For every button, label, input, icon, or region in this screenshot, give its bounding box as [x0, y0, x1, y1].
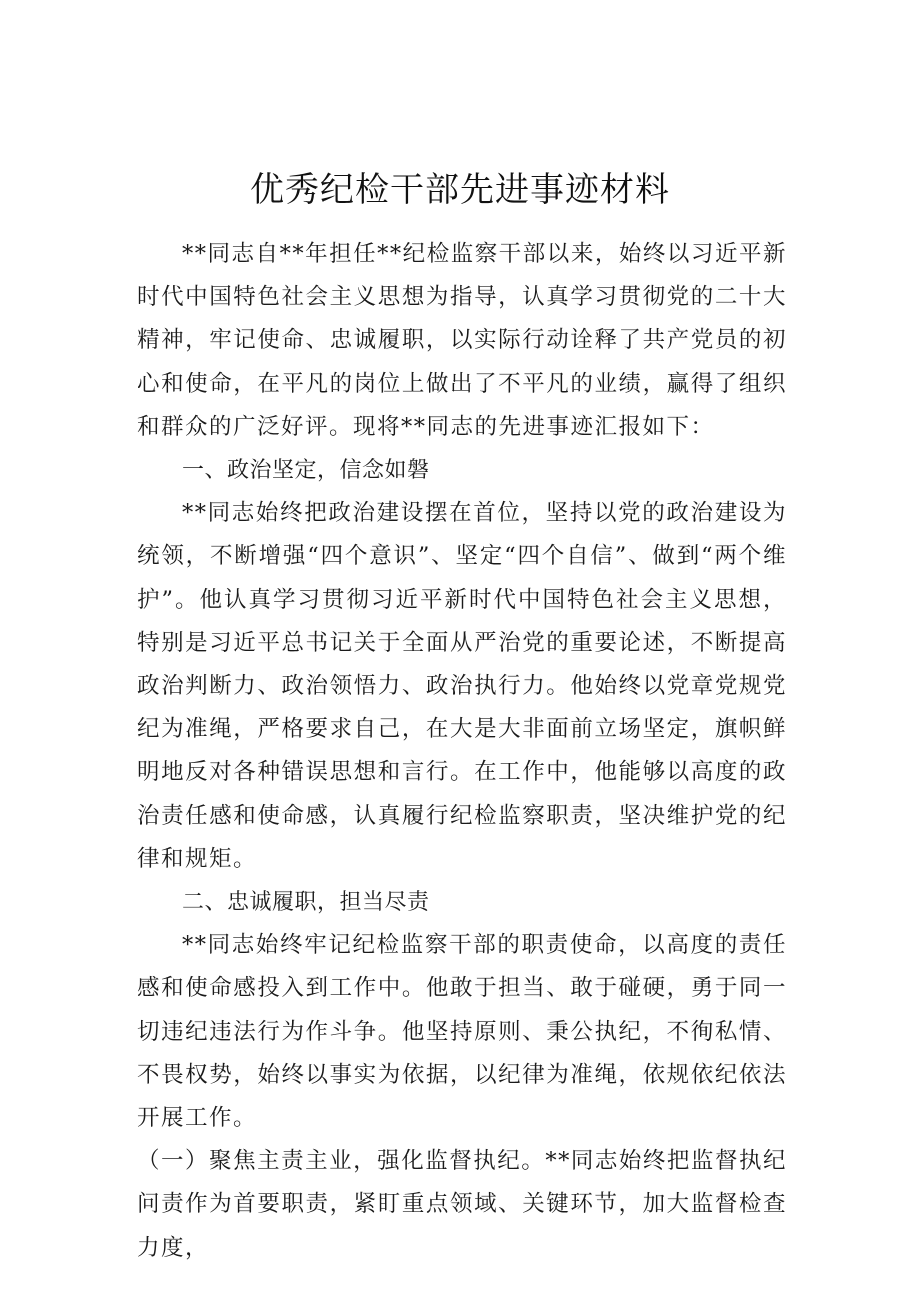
- document-title: 优秀纪检干部先进事迹材料: [250, 170, 670, 210]
- document-body: [137, 233, 787, 1270]
- intro-paragraph: **同志自**年担任**纪检监察干部以来，始终以习近平新时代中国特色社会主义思想为指导，认真学习贯彻党的二十大精神，牢记使命、忠诚履职，以实际行动诠释了共产党员的初心和使命，在平凡的岗位上做出了不平凡的业绩，赢得了组织和群众的广泛好评。现将**同志的先进事迹汇报如下：: [137, 241, 787, 440]
- section-2-paragraph: **同志始终牢记纪检监察干部的职责使命，以高度的责任感和使命感投入到工作中。他敢于担当、敢于碰硬，勇于同一切违纪违法行为作斗争。他坚持原则、秉公执纪，不徇私情、不畏权势，始终以事实为依据，以纪律为准绳，依规依纪依法开展工作。: [137, 932, 787, 1132]
- section-1-paragraph: **同志始终把政治建设摆在首位，坚持以党的政治建设为统领，不断增强“四个意识”、坚定“四个自信”、做到“两个维护”。他认真学习贯彻习近平新时代中国特色社会主义思想，特别是习近平总书记关于全面从严治党的重要论述，不断提高政治判断力、政治领悟力、政治执行力。他始终以党章党规党纪为准绳，严格要求自己，在大是大非面前立场坚定，旗帜鲜明地反对各种错误思想和言行。在工作中，他能够以高度的政治责任感和使命感，认真履行纪检监察职责，坚决维护党的纪律和规矩。: [137, 500, 787, 872]
- section-heading-2: 二、忠诚履职，担当尽责: [182, 890, 430, 916]
- section-heading-1: 一、政治坚定，信念如磐: [182, 458, 430, 484]
- subsection-1-paragraph: （一）聚焦主责主业，强化监督执纪。**同志始终把监督执纪问责作为首要职责，紧盯重点领域、关键环节，加大监督检查力度，: [137, 1148, 787, 1261]
